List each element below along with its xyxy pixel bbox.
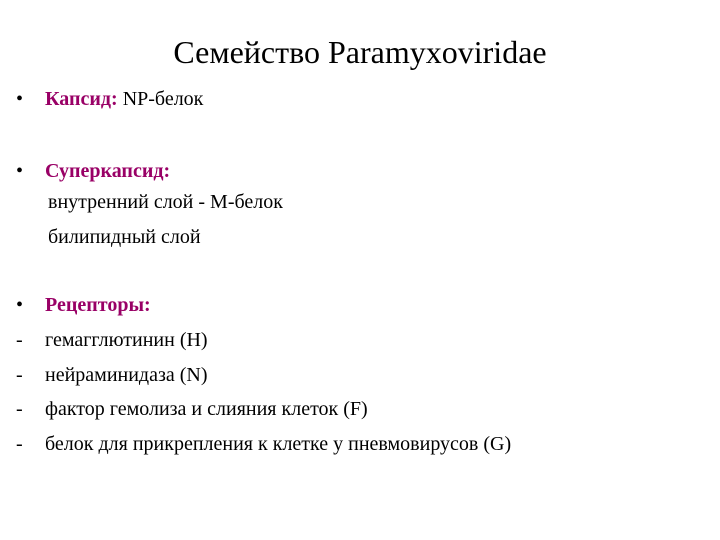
capsid-text	[45, 86, 203, 112]
dash-marker: -	[16, 329, 23, 351]
dash-marker: -	[16, 398, 23, 420]
receptor-list-item	[0, 327, 720, 353]
capsid-bullet: •	[16, 88, 24, 110]
receptor-list-item	[0, 431, 720, 457]
supercapsid-line	[0, 189, 720, 215]
receptor-list-item	[0, 396, 720, 422]
capsid-term: Капсид:	[45, 88, 118, 110]
receptor-text: фактор гемолиза и слияния клеток (F)	[45, 398, 368, 420]
receptor-list-item	[0, 362, 720, 388]
dash-marker: -	[16, 433, 23, 455]
receptor-text: гемагглютинин (H)	[45, 329, 208, 351]
capsid-item	[0, 86, 720, 112]
supercapsid-line	[0, 224, 720, 250]
supercapsid-term: Суперкапсид:	[45, 160, 171, 182]
supercapsid-bullet: •	[16, 160, 24, 182]
slide-title: Семейство Paramyxoviridae	[173, 34, 547, 70]
receptor-text: белок для прикрепления к клетке у пневмовирусов (G)	[45, 433, 512, 455]
receptors-bullet: •	[16, 294, 24, 316]
supercapsid-line-text: билипидный слой	[48, 226, 201, 248]
receptors-item	[0, 292, 720, 318]
supercapsid-line-text: внутренний слой - М-белок	[48, 191, 283, 213]
capsid-value: NP-белок	[117, 88, 204, 110]
receptors-term: Рецепторы:	[45, 294, 151, 316]
dash-marker: -	[16, 364, 23, 386]
supercapsid-item	[0, 158, 720, 184]
receptor-text: нейраминидаза (N)	[45, 364, 208, 386]
